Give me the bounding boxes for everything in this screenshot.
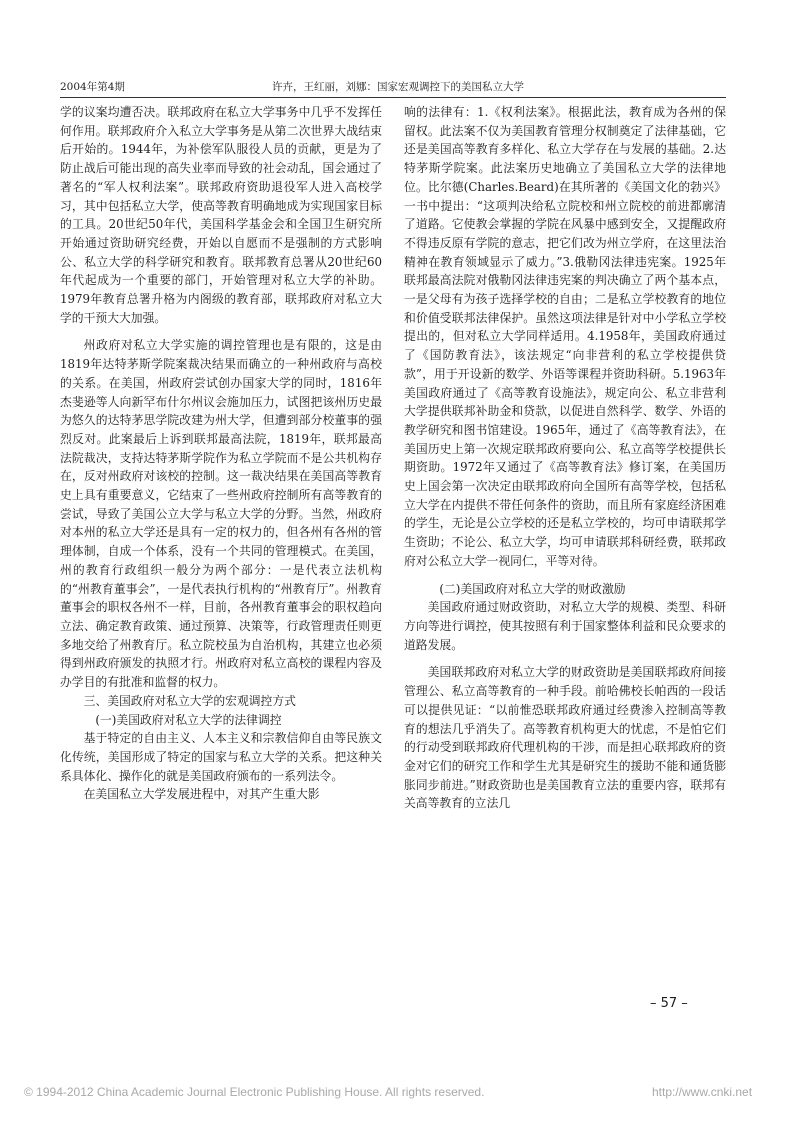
header-rule	[60, 97, 726, 98]
right-column	[404, 103, 726, 843]
section-heading: (二)美国政府对私立大学的财政激励	[439, 581, 626, 596]
left-column	[60, 103, 382, 843]
paragraph: 美国政府通过财政资助，对私立大学的规模、类型、科研方向等进行调控，使其按照有利于国家整体利益和民众要求的道路发展。	[404, 600, 726, 652]
running-title: 许卉，王红丽，刘娜：国家宏观调控下的美国私立大学	[272, 81, 524, 93]
paragraph: 基于特定的自由主义、人本主义和宗教信仰自由等民族文化传统，美国形成了特定的国家与私立大学的关系。把这种关系具体化、操作化的就是美国政府颁布的一系列法令。	[60, 731, 382, 783]
paragraph: 美国联邦政府对私立大学的财政资助是美国联邦政府间接管理公、私立高等教育的一种手段。前哈佛校长帕西的一段话可以提供见证：“以前惟恐联邦政府通过经费渗入控制高等教育的想法几乎消失了。高等教育机构更大的忧虑，不是怕它们的行动受到联邦政府代理机构的干涉，而是担心联邦政府的资金对它们的研究工作和学生尤其是研究生的援助不能和通货膨胀同步前进。”财政资助也是美国教育立法的重要内容，联邦有关高等教育的立法几	[404, 665, 726, 811]
cnki-link[interactable]: http://www.cnki.net	[652, 1085, 753, 1099]
section-heading: 三、美国政府对私立大学的宏观调控方式	[83, 693, 296, 708]
copyright-text: © 1994-2012 China Academic Journal Electronic Publishing House. All rights reserved.	[24, 1085, 485, 1099]
section-heading: (一)美国政府对私立大学的法律调控	[95, 712, 282, 727]
paragraph: 响的法律有：1.《权利法案》。根据此法，教育成为各州的保留权。此法案不仅为美国教育管理分权制奠定了法律基础，它还是美国高等教育多样化、私立大学存在与发展的基础。2.达特茅斯学院案。此法案历史地确立了美国私立大学的法律地位。比尔德(Charles.Beard)在其所著的《美国文化的勃兴》一书中提出：“这项判决给私立院校和州立院校的前进都廓清了道路。它使教会掌握的学院在风暴中感到安全，又提醒政府不得违反原有学院的意志，把它们改为州立学府，在这里法治精神在教育领域显示了威力。”3.俄勒冈法律违宪案。1925年联邦最高法院对俄勒冈法律违宪案的判决确立了两个基本点，一是父母有为孩子选择学校的自由；二是私立学校教育的地位和价值受联邦法律保护。虽然这项法律是针对中小学私立学校提出的，但对私立大学同样适用。4.1958年，美国政府通过了《国防教育法》，该法规定“向非营利的私立学校提供贷款”，用于开设新的数学、外语等课程并资助科研。5.1963年美国政府通过了《高等教育设施法》，规定向公、私立非营利大学提供联邦补助金和贷款，以促进自然科学、数学、外语的教学研究和图书馆建设。1965年，通过了《高等教育法》，在美国历史上第一次规定联邦政府要向公、私立高等学校提供长期资助。1972年又通过了《高等教育法》修订案，在美国历史上国会第一次决定由联邦政府向全国所有高等学校，包括私立大学在内提供不带任何条件的资助，而且所有家庭经济困难的学生，无论是公立学校的还是私立学校的，均可申请联邦学生资助；不论公、私立大学，均可申请联邦科研经费，联邦政府对公私立大学一视同仁，平等对待。	[404, 105, 726, 568]
copyright-footer	[24, 1085, 764, 1099]
paragraph: 州政府对私立大学实施的调控管理也是有限的，这是由1819年达特茅斯学院案裁决结果而确立的一种州政府与高校的关系。在美国，州政府尝试创办国家大学的同时，1816年杰斐逊等人向新罕布什尔州议会施加压力，试图把该州历史最为悠久的达特茅思学院改建为州大学，但遭到部分校董事的强烈反对。此案最后上诉到联邦最高法院，1819年，联邦最高法院裁决，支持达特茅斯学院作为私立学院而不是公共机构存在，反对州政府对该校的控制。这一裁决结果在美国高等教育史上具有重要意义，它结束了一些州政府控制所有高等教育的尝试，导致了美国公立大学与私立大学的分野。当然，州政府对本州的私立大学还是具有一定的权力的，但各州有各州的管理体制，自成一个体系，没有一个共同的管理模式。在美国，州的教育行政组织一般分为两个部分：一是代表立法机构的“州教育董事会”，一是代表执行机构的“州教育厅”。州教育董事会的职权各州不一样，目前，各州教育董事会的职权趋向立法、确定教育政策、通过预算、决策等，行政管理责任则更多地交给了州教育厅。私立院校虽为自治机构，其建立也必须得到州政府颁发的执照才行。州政府对私立高校的课程内容及办学目的有批准和监督的权力。	[60, 338, 382, 690]
running-header	[60, 80, 726, 94]
journal-issue: 2004年第4期	[60, 81, 125, 93]
paragraph: 学的议案均遭否决。联邦政府在私立大学事务中几乎不发挥任何作用。联邦政府介入私立大学事务是从第二次世界大战结束后开始的。1944年，为补偿军队服役人员的贡献，更是为了防止战后可能出现的高失业率而导致的社会动乱，国会通过了著名的“军人权利法案”。联邦政府资助退役军人进入高校学习，其中包括私立大学，使高等教育明确地成为实现国家目标的工具。20世纪50年代，美国科学基金会和全国卫生研究所开始通过资助研究经费，开始以自愿而不是强制的方式影响公、私立大学的科学研究和教育。联邦教育总署从20世纪60年代起成为一个重要的部门，开始管理对私立大学的补助。1979年教育总署升格为内阁级的教育部，联邦政府对私立大学的干预大大加强。	[60, 105, 382, 325]
paragraph: 在美国私立大学发展进程中，对其产生重大影	[83, 787, 320, 802]
page-number: – 57 –	[650, 996, 688, 1011]
